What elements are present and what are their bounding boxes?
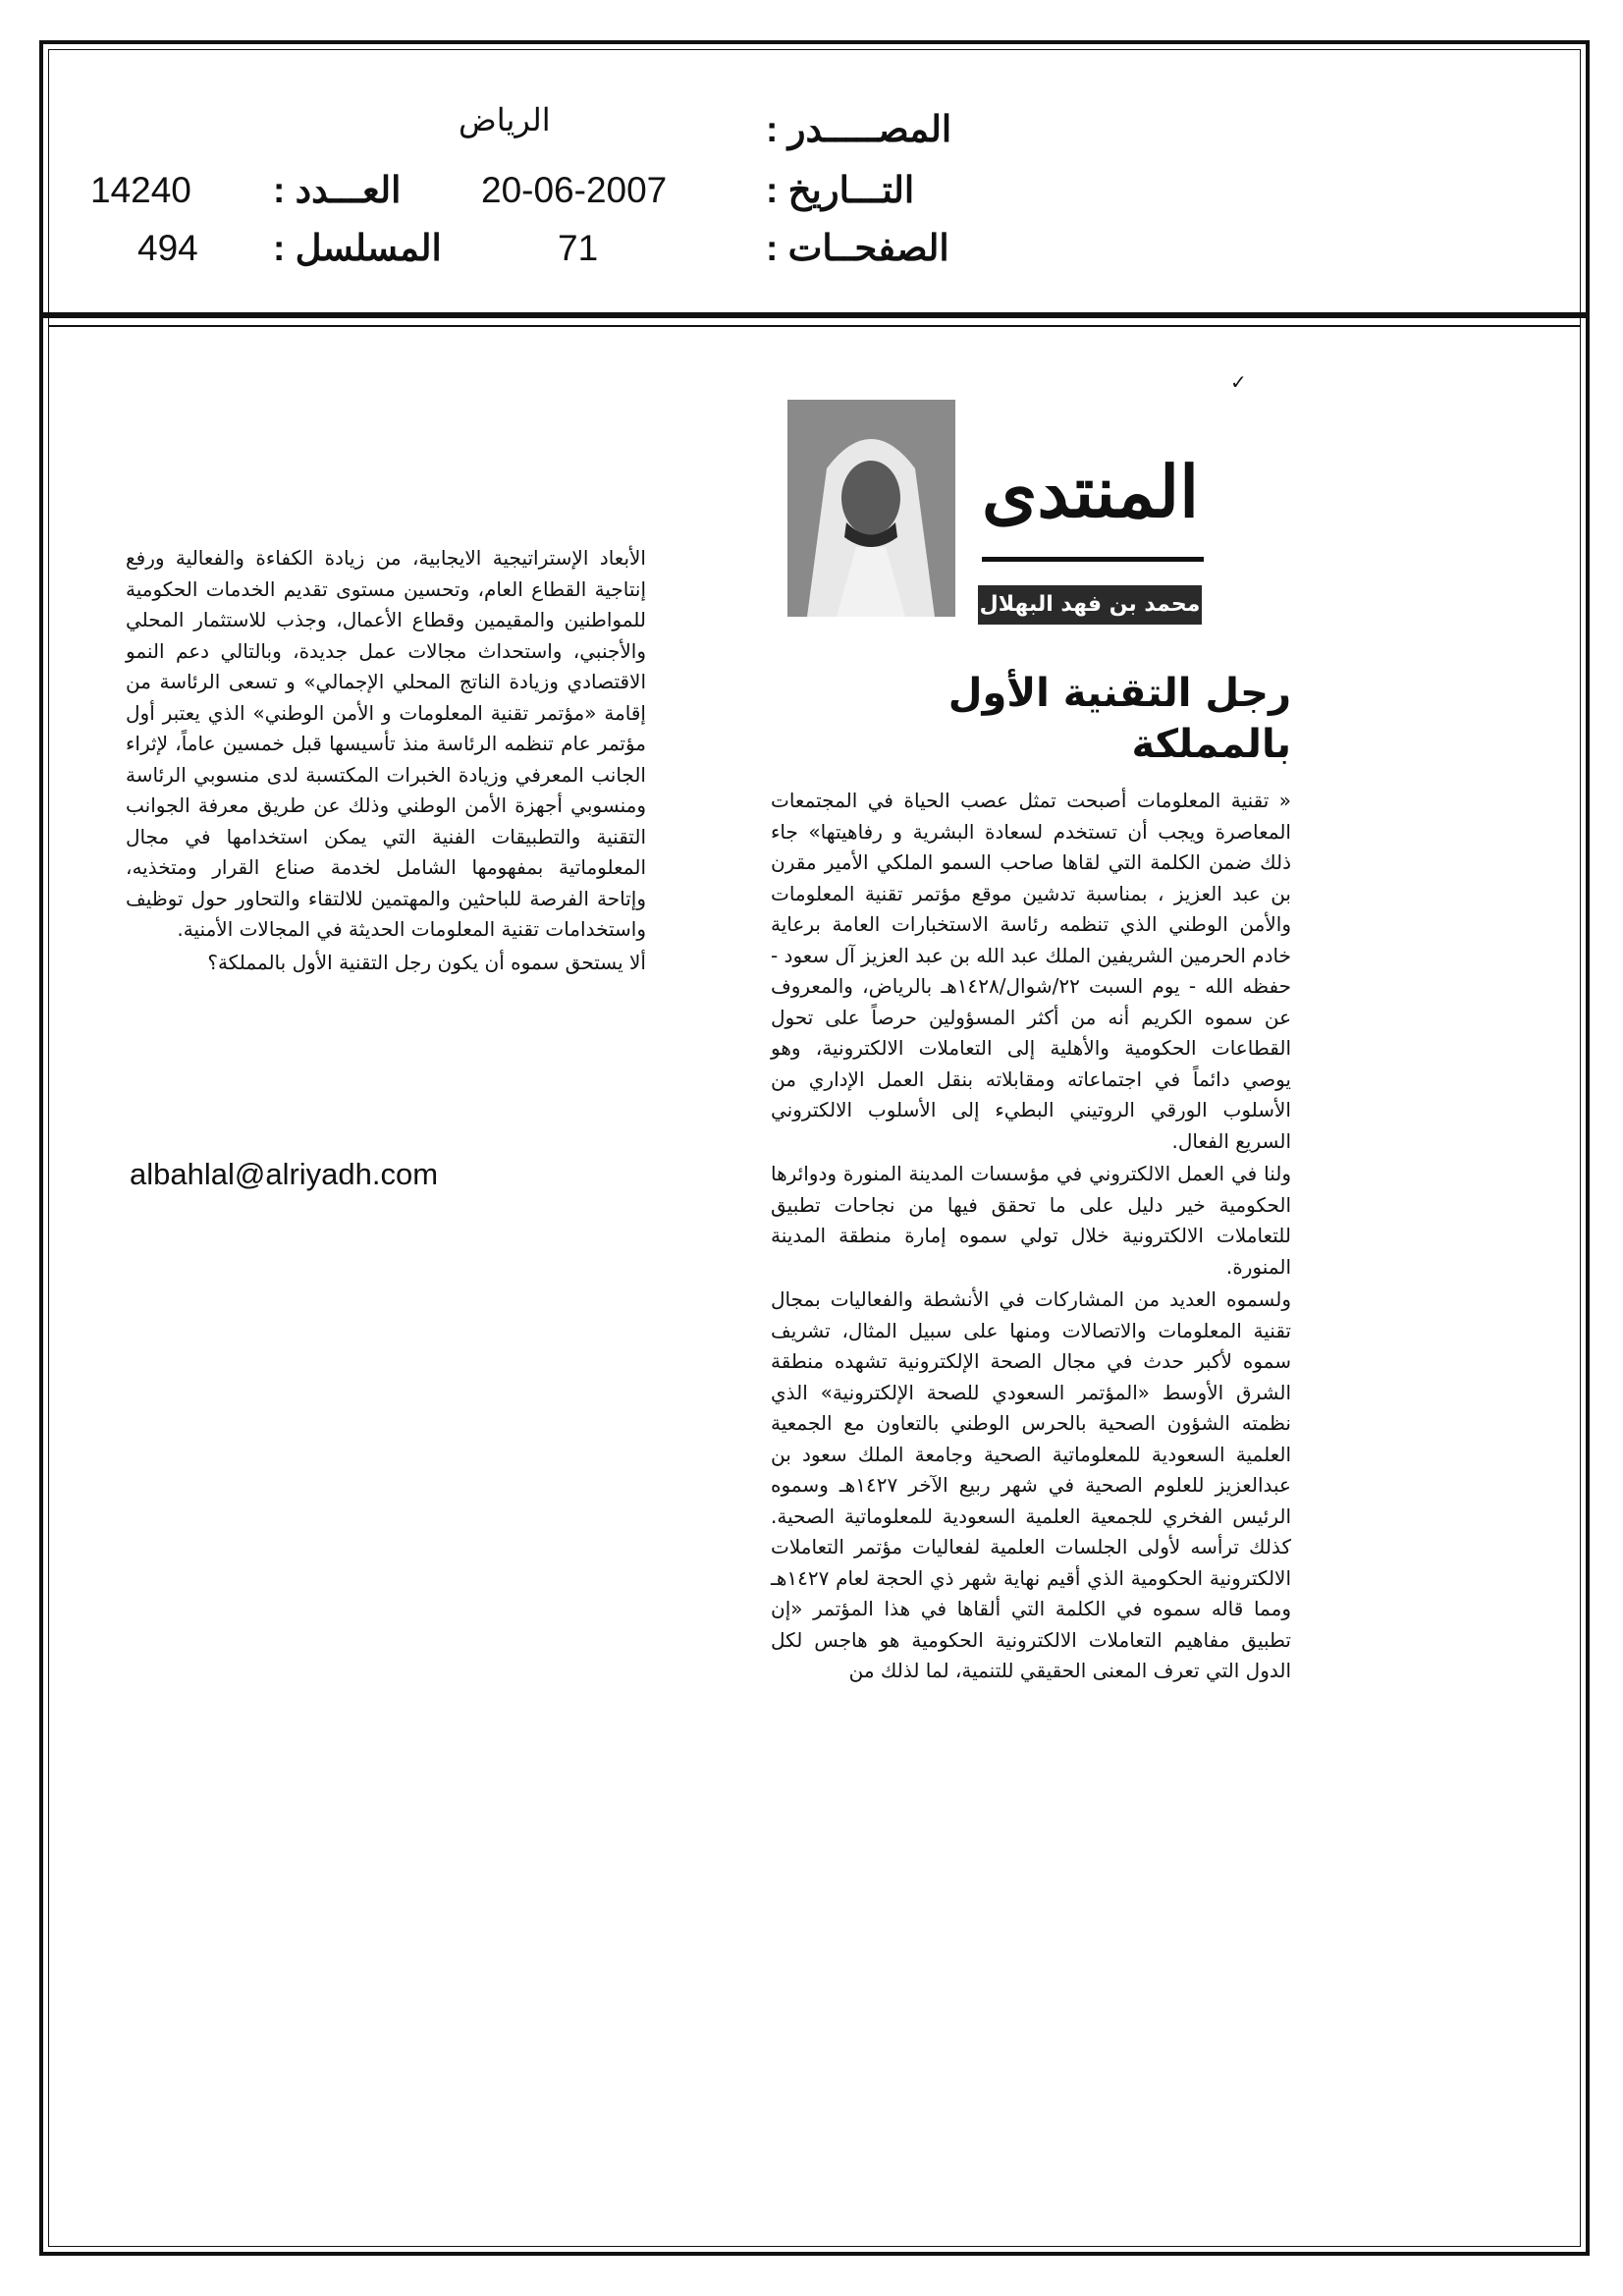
closing-line: ألا يستحق سموه أن يكون رجل التقنية الأول بالمملكة؟ bbox=[207, 950, 646, 974]
serial-value: 494 bbox=[137, 228, 198, 268]
pages-value: 71 bbox=[558, 228, 599, 268]
logo-underline bbox=[982, 557, 1204, 562]
source-value: الرياض bbox=[459, 102, 551, 137]
issue-label: العـــدد : bbox=[273, 170, 402, 210]
paragraph: الأبعاد الإستراتيجية الايجابية، من زيادة الكفاءة والفعالية ورفع إنتاجية القطاع العام، وتحسين مستوى تقديم الخدمات الحكومية للمواطنين والمقيمين وقطاع الأعمال، وجذب للاستثمار المحلي والأجنبي، واستحداث مجالات عمل جديدة، وبالتالي دعم النمو الاقتصادي وزيادة الناتج المحلي الإجمالي» و تسعى الرئاسة من إقامة «مؤتمر تقنية المعلومات و الأمن الوطني» الذي يعتبر أول مؤتمر عام تنظمه الرئاسة منذ تأسيسها قبل خمسين عاماً، لإثراء الجانب المعرفي وزيادة الخبرات المكتسبة لدى منسوبي الرئاسة ومنسوبي أجهزة الأمن الوطني وذلك عن طريق معرفة الجوانب التقنية والتطبيقات الفنية التي يمكن استخدامها في مجال المعلوماتية بمفهومها الشامل لخدمة صناع القرار ومتخذيه، وإتاحة الفرصة للباحثين والمهتمين للالتقاء والتحاور حول توظيف واستخدامات تقنية المعلومات الحديثة في المجالات الأمنية. bbox=[126, 546, 646, 941]
serial-label: المسلسل : bbox=[273, 228, 442, 268]
pages-label: الصفحــات : bbox=[766, 228, 949, 268]
source-label: المصـــــدر : bbox=[766, 109, 952, 149]
issue-value: 14240 bbox=[90, 170, 191, 210]
author-email[interactable]: albahlal@alriyadh.com bbox=[130, 1157, 439, 1191]
article-right-column bbox=[771, 786, 1291, 1689]
header-divider-thin bbox=[48, 325, 1581, 327]
paragraph: ولسموه العديد من المشاركات في الأنشطة والفعاليات بمجال تقنية المعلومات والاتصالات ومنها على سبيل المثال، تشريف سموه لأكبر حدث في مجال الصحة الإلكترونية تشهده منطقة الشرق الأوسط «المؤتمر السعودي للصحة الإلكترونية» الذي نظمته الشؤون الصحية بالحرس الوطني بالتعاون مع الجمعية العلمية السعودية للمعلوماتية الصحية وجامعة الملك سعود بن عبدالعزيز للعلوم الصحية في شهر ربيع الآخر ١٤٢٧هـ وسموه الرئيس الفخري للجمعية العلمية السعودية للمعلوماتية الصحية. كذلك ترأسه لأولى الجلسات العلمية لفعاليات مؤتمر التعاملات الالكترونية الحكومية الذي أقيم نهاية شهر ذي الحجة لعام ١٤٢٧هـ ومما قاله سموه في الكلمة التي ألقاها في هذا المؤتمر «إن تطبيق مفاهيم التعاملات الالكترونية الحكومية هو هاجس لكل الدول التي تعرف المعنى الحقيقي للتنمية، لما لذلك من bbox=[771, 1287, 1291, 1682]
paragraph: ولنا في العمل الالكتروني في مؤسسات المدينة المنورة ودوائرها الحكومية خير دليل على ما تحقق فيها من نجاحات تطبيق للتعاملات الالكترونية خلال تولي سموه إمارة منطقة المدينة المنورة. bbox=[771, 1162, 1291, 1279]
paragraph: « تقنية المعلومات أصبحت تمثل عصب الحياة في المجتمعات المعاصرة ويجب أن تستخدم لسعادة البشرية و رفاهيتها» جاء ذلك ضمن الكلمة التي لقاها صاحب السمو الملكي الأمير مقرن بن عبد العزيز ، بمناسبة تدشين موقع مؤتمر تقنية المعلومات والأمن الوطني الذي تنظمه رئاسة الاستخبارات العامة برعاية خادم الحرمين الشريفين الملك عبد الله بن عبد العزيز آل سعود - حفظه الله - يوم السبت ٢٢/شوال/١٤٢٨هـ بالرياض، والمعروف عن سموه الكريم أنه من أكثر المسؤولين حرصاً على تحول القطاعات الحكومية والأهلية إلى التعاملات الالكترونية، وهو يوصي دائماً في اجتماعاته ومقابلاته بنقل العمل الإداري من الأسلوب الورقي الروتيني البطيء إلى الأسلوب الالكتروني السريع الفعال. bbox=[770, 789, 1291, 1153]
article-headline: رجل التقنية الأول بالمملكة bbox=[947, 671, 1291, 767]
author-byline: محمد بن فهد البهلال bbox=[978, 585, 1202, 625]
column-logo: المنتدى bbox=[982, 450, 1200, 533]
date-label: التـــاريخ : bbox=[766, 170, 915, 210]
author-photo bbox=[787, 400, 955, 617]
date-value: 20-06-2007 bbox=[481, 170, 668, 210]
header-divider bbox=[42, 312, 1587, 318]
pen-mark: ✓ bbox=[1230, 370, 1247, 394]
article-left-column bbox=[126, 543, 646, 980]
